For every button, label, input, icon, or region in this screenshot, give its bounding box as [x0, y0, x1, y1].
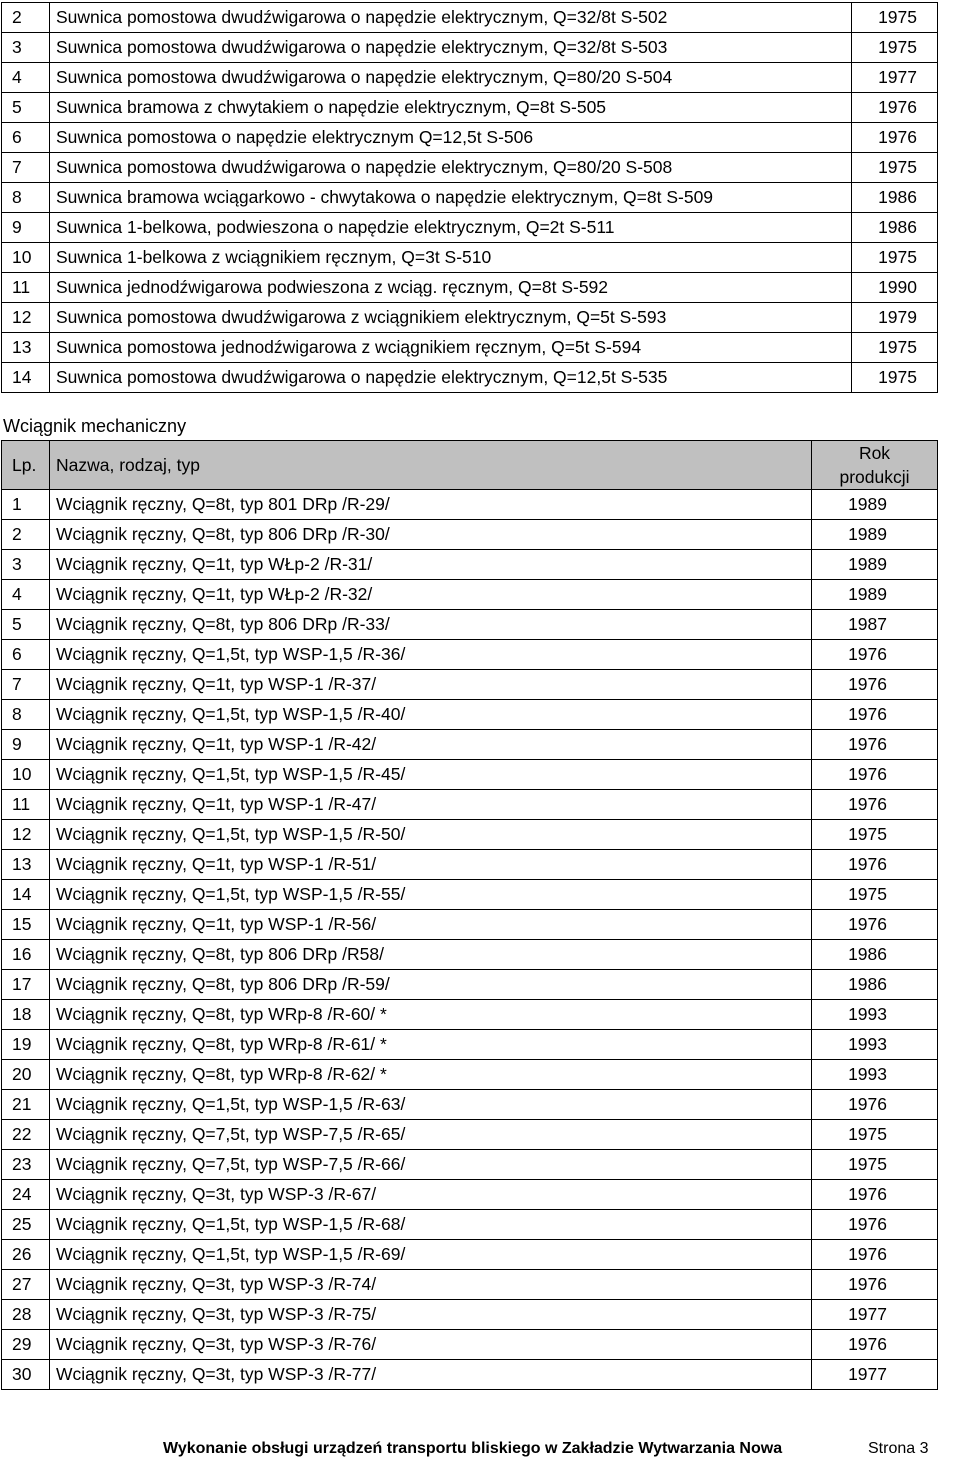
cell-lp: 5 [2, 93, 50, 123]
cell-name: Wciągnik ręczny, Q=7,5t, typ WSP-7,5 /R-65/ [50, 1120, 812, 1150]
table-row [2, 1060, 938, 1090]
cell-year: 1976 [812, 700, 938, 730]
cell-lp: 11 [2, 790, 50, 820]
table-row [2, 1360, 938, 1390]
cell-name: Wciągnik ręczny, Q=1,5t, typ WSP-1,5 /R-40/ [50, 700, 812, 730]
cell-name: Suwnica pomostowa dwudźwigarowa o napędzie elektrycznym, Q=80/20 S-504 [50, 63, 852, 93]
cell-lp: 6 [2, 123, 50, 153]
table-row [2, 760, 938, 790]
cell-year: 1989 [812, 490, 938, 520]
cell-name: Wciągnik ręczny, Q=8t, typ 801 DRp /R-29/ [50, 490, 812, 520]
cell-name: Wciągnik ręczny, Q=1,5t, typ WSP-1,5 /R-69/ [50, 1240, 812, 1270]
hoists-table [1, 440, 938, 1390]
cell-year: 1976 [812, 1180, 938, 1210]
cell-lp: 25 [2, 1210, 50, 1240]
cell-lp: 13 [2, 850, 50, 880]
cell-name: Suwnica 1-belkowa z wciągnikiem ręcznym, Q=3t S-510 [50, 243, 852, 273]
cell-year: 1979 [852, 303, 938, 333]
cell-name: Wciągnik ręczny, Q=8t, typ 806 DRp /R-59/ [50, 970, 812, 1000]
cell-year: 1976 [812, 1210, 938, 1240]
cell-lp: 29 [2, 1330, 50, 1360]
cell-name: Suwnica pomostowa o napędzie elektrycznym Q=12,5t S-506 [50, 123, 852, 153]
cell-year: 1975 [852, 333, 938, 363]
footer-title: Wykonanie obsługi urządzeń transportu bliskiego w Zakładzie Wytwarzania Nowa [163, 1440, 783, 1457]
cell-lp: 19 [2, 1030, 50, 1060]
table-row [2, 243, 938, 273]
cell-lp: 26 [2, 1240, 50, 1270]
cell-name: Wciągnik ręczny, Q=8t, typ WRp-8 /R-61/ * [50, 1030, 812, 1060]
table-row [2, 1330, 938, 1360]
cell-name: Suwnica pomostowa dwudźwigarowa o napędzie elektrycznym, Q=80/20 S-508 [50, 153, 852, 183]
header-year-line2: produkcji [839, 467, 910, 487]
hoists-table-body [2, 490, 938, 1390]
cell-name: Wciągnik ręczny, Q=3t, typ WSP-3 /R-76/ [50, 1330, 812, 1360]
cell-name: Wciągnik ręczny, Q=3t, typ WSP-3 /R-67/ [50, 1180, 812, 1210]
cell-year: 1976 [852, 93, 938, 123]
cell-year: 1975 [852, 363, 938, 393]
cell-name: Wciągnik ręczny, Q=8t, typ WRp-8 /R-60/ * [50, 1000, 812, 1030]
cell-lp: 1 [2, 490, 50, 520]
table-row [2, 520, 938, 550]
cell-year: 1976 [812, 1240, 938, 1270]
cell-lp: 21 [2, 1090, 50, 1120]
cell-name: Wciągnik ręczny, Q=8t, typ 806 DRp /R-33/ [50, 610, 812, 640]
table-row [2, 670, 938, 700]
table-row [2, 93, 938, 123]
table-row [2, 333, 938, 363]
cell-year: 1975 [812, 1120, 938, 1150]
cell-lp: 14 [2, 880, 50, 910]
section-title: Wciągnik mechaniczny [3, 416, 187, 436]
table-row [2, 3, 938, 33]
cell-name: Suwnica jednodźwigarowa podwieszona z wciąg. ręcznym, Q=8t S-592 [50, 273, 852, 303]
cell-lp: 28 [2, 1300, 50, 1330]
cell-name: Wciągnik ręczny, Q=8t, typ 806 DRp /R-30/ [50, 520, 812, 550]
cell-year: 1987 [812, 610, 938, 640]
table-row [2, 640, 938, 670]
cell-lp: 27 [2, 1270, 50, 1300]
cell-year: 1989 [812, 550, 938, 580]
cell-lp: 7 [2, 153, 50, 183]
cell-year: 1976 [812, 730, 938, 760]
cell-name: Suwnica pomostowa dwudźwigarowa o napędzie elektrycznym, Q=32/8t S-502 [50, 3, 852, 33]
cell-year: 1976 [812, 760, 938, 790]
cranes-table [1, 2, 938, 393]
cell-lp: 14 [2, 363, 50, 393]
cell-lp: 9 [2, 213, 50, 243]
cell-year: 1976 [812, 1330, 938, 1360]
cell-name: Suwnica pomostowa dwudźwigarowa z wciągnikiem elektrycznym, Q=5t S-593 [50, 303, 852, 333]
table-row [2, 970, 938, 1000]
cell-year: 1976 [852, 123, 938, 153]
cell-lp: 15 [2, 910, 50, 940]
cell-lp: 3 [2, 550, 50, 580]
cell-lp: 10 [2, 243, 50, 273]
cell-lp: 13 [2, 333, 50, 363]
cell-lp: 2 [2, 520, 50, 550]
table-row [2, 1270, 938, 1300]
cell-year: 1976 [812, 850, 938, 880]
cell-lp: 2 [2, 3, 50, 33]
cell-lp: 16 [2, 940, 50, 970]
table-row [2, 1180, 938, 1210]
cell-lp: 8 [2, 700, 50, 730]
cell-year: 1976 [812, 910, 938, 940]
table-row [2, 363, 938, 393]
table-row [2, 610, 938, 640]
header-year [812, 441, 938, 490]
table-row [2, 153, 938, 183]
cell-year: 1989 [812, 580, 938, 610]
table-row [2, 910, 938, 940]
cell-lp: 6 [2, 640, 50, 670]
table-row [2, 580, 938, 610]
cell-year: 1975 [812, 880, 938, 910]
cell-name: Wciągnik ręczny, Q=7,5t, typ WSP-7,5 /R-66/ [50, 1150, 812, 1180]
cell-lp: 22 [2, 1120, 50, 1150]
header-lp: Lp. [2, 441, 50, 490]
cell-name: Suwnica 1-belkowa, podwieszona o napędzie elektrycznym, Q=2t S-511 [50, 213, 852, 243]
table-row [2, 1150, 938, 1180]
cell-year: 1986 [812, 970, 938, 1000]
cell-name: Wciągnik ręczny, Q=1t, typ WSP-1 /R-51/ [50, 850, 812, 880]
table-row [2, 730, 938, 760]
cell-name: Wciągnik ręczny, Q=1,5t, typ WSP-1,5 /R-36/ [50, 640, 812, 670]
table-row [2, 63, 938, 93]
header-row [2, 441, 938, 490]
table-row [2, 303, 938, 333]
cell-year: 1976 [812, 640, 938, 670]
cell-lp: 4 [2, 63, 50, 93]
table-row [2, 1000, 938, 1030]
cell-name: Suwnica bramowa wciągarkowo - chwytakowa o napędzie elektrycznym, Q=8t S-509 [50, 183, 852, 213]
cell-year: 1976 [812, 670, 938, 700]
cell-year: 1986 [812, 940, 938, 970]
table-row [2, 700, 938, 730]
hoists-table-header [2, 441, 938, 490]
cell-lp: 8 [2, 183, 50, 213]
cell-name: Wciągnik ręczny, Q=1t, typ WSP-1 /R-56/ [50, 910, 812, 940]
cell-name: Wciągnik ręczny, Q=1,5t, typ WSP-1,5 /R-63/ [50, 1090, 812, 1120]
cell-name: Wciągnik ręczny, Q=1t, typ WSP-1 /R-42/ [50, 730, 812, 760]
cell-year: 1977 [812, 1360, 938, 1390]
table-row [2, 1210, 938, 1240]
table-row [2, 1300, 938, 1330]
table-row [2, 33, 938, 63]
cell-year: 1975 [852, 153, 938, 183]
table-row [2, 1090, 938, 1120]
cell-lp: 4 [2, 580, 50, 610]
cell-year: 1986 [852, 213, 938, 243]
table-row [2, 790, 938, 820]
table-row [2, 820, 938, 850]
cell-name: Wciągnik ręczny, Q=3t, typ WSP-3 /R-75/ [50, 1300, 812, 1330]
header-year-line1: Rok [858, 443, 891, 463]
cell-lp: 17 [2, 970, 50, 1000]
cell-year: 1986 [852, 183, 938, 213]
cell-year: 1975 [852, 3, 938, 33]
table-row [2, 1120, 938, 1150]
cell-year: 1975 [852, 243, 938, 273]
cell-year: 1977 [852, 63, 938, 93]
cell-year: 1989 [812, 520, 938, 550]
cell-name: Suwnica bramowa z chwytakiem o napędzie elektrycznym, Q=8t S-505 [50, 93, 852, 123]
cell-lp: 12 [2, 820, 50, 850]
cranes-table-body [2, 3, 938, 393]
cell-name: Wciągnik ręczny, Q=1t, typ WŁp-2 /R-32/ [50, 580, 812, 610]
table-row [2, 1030, 938, 1060]
cell-year: 1976 [812, 790, 938, 820]
cell-lp: 24 [2, 1180, 50, 1210]
cell-year: 1976 [812, 1270, 938, 1300]
table-row [2, 213, 938, 243]
cell-name: Wciągnik ręczny, Q=1,5t, typ WSP-1,5 /R-50/ [50, 820, 812, 850]
cell-lp: 11 [2, 273, 50, 303]
cell-name: Wciągnik ręczny, Q=1t, typ WSP-1 /R-47/ [50, 790, 812, 820]
table-row [2, 183, 938, 213]
cell-name: Suwnica pomostowa dwudźwigarowa o napędzie elektrycznym, Q=12,5t S-535 [50, 363, 852, 393]
cell-lp: 20 [2, 1060, 50, 1090]
cell-year: 1990 [852, 273, 938, 303]
cell-lp: 9 [2, 730, 50, 760]
cell-name: Wciągnik ręczny, Q=3t, typ WSP-3 /R-74/ [50, 1270, 812, 1300]
cell-year: 1993 [812, 1000, 938, 1030]
cell-name: Suwnica pomostowa jednodźwigarowa z wciągnikiem ręcznym, Q=5t S-594 [50, 333, 852, 363]
cell-lp: 18 [2, 1000, 50, 1030]
table-row [2, 880, 938, 910]
cell-name: Wciągnik ręczny, Q=1,5t, typ WSP-1,5 /R-68/ [50, 1210, 812, 1240]
cell-name: Wciągnik ręczny, Q=1,5t, typ WSP-1,5 /R-45/ [50, 760, 812, 790]
table-row [2, 550, 938, 580]
table-row [2, 123, 938, 153]
cell-lp: 23 [2, 1150, 50, 1180]
table-row [2, 1240, 938, 1270]
cell-name: Wciągnik ręczny, Q=3t, typ WSP-3 /R-77/ [50, 1360, 812, 1390]
cell-year: 1975 [812, 820, 938, 850]
cell-year: 1975 [812, 1150, 938, 1180]
cell-name: Wciągnik ręczny, Q=8t, typ 806 DRp /R58/ [50, 940, 812, 970]
cell-name: Wciągnik ręczny, Q=1t, typ WŁp-2 /R-31/ [50, 550, 812, 580]
cell-lp: 30 [2, 1360, 50, 1390]
cell-year: 1993 [812, 1030, 938, 1060]
cell-lp: 10 [2, 760, 50, 790]
cell-year: 1993 [812, 1060, 938, 1090]
cell-name: Wciągnik ręczny, Q=1t, typ WSP-1 /R-37/ [50, 670, 812, 700]
cell-lp: 3 [2, 33, 50, 63]
page-number: Strona 3 [868, 1440, 929, 1457]
cell-year: 1975 [852, 33, 938, 63]
cell-name: Wciągnik ręczny, Q=1,5t, typ WSP-1,5 /R-55/ [50, 880, 812, 910]
cell-name: Wciągnik ręczny, Q=8t, typ WRp-8 /R-62/ * [50, 1060, 812, 1090]
cell-year: 1977 [812, 1300, 938, 1330]
table-row [2, 850, 938, 880]
cell-lp: 7 [2, 670, 50, 700]
table-row [2, 273, 938, 303]
header-name: Nazwa, rodzaj, typ [50, 441, 812, 490]
table-row [2, 490, 938, 520]
cell-year: 1976 [812, 1090, 938, 1120]
table-row [2, 940, 938, 970]
cell-name: Suwnica pomostowa dwudźwigarowa o napędzie elektrycznym, Q=32/8t S-503 [50, 33, 852, 63]
cell-lp: 5 [2, 610, 50, 640]
cell-lp: 12 [2, 303, 50, 333]
